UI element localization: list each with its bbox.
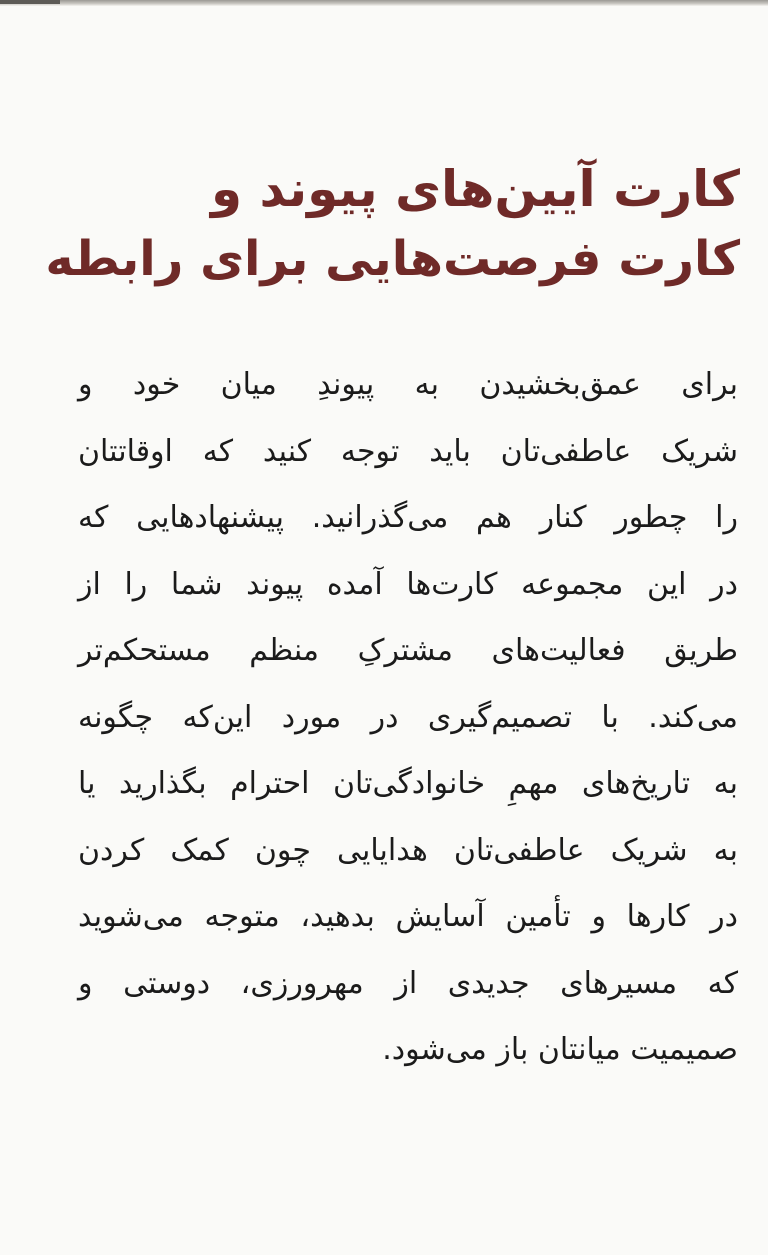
body-line-7: به تاریخ‌های مهمِ خانوادگی‌تان احترام بگذارید یا [78,766,738,801]
body-line-6: می‌کند. با تصمیم‌گیری در مورد این‌که چگونه [78,699,738,735]
body-line-3: را چطور کنار هم می‌گذرانید. پیشنهادهایی که [78,500,738,535]
title-line-2: کارت فرصت‌هایی برای رابطه [45,231,740,287]
body-line-1: برای عمق‌بخشیدن به پیوندِ میان خود و [78,367,738,402]
body-line-11: صمیمیت میانتان باز می‌شود. [382,1032,738,1067]
body-line-8: به شریک عاطفی‌تان هدایایی چون کمک کردن [78,832,738,868]
body-line-4: در این مجموعه کارت‌ها آمده پیوند شما را از [78,566,738,602]
page-corner-shadow [0,0,60,4]
card-body-text [78,352,738,1084]
title-line-1: کارت آیین‌های پیوند و [211,160,740,218]
body-line-2: شریک عاطفی‌تان باید توجه کنید که اوقاتتان [78,433,738,469]
card-page [0,6,768,1255]
body-line-5: طریق فعالیت‌های مشترکِ منظم مستحکم‌تر [78,633,738,668]
body-line-10: که مسیرهای جدیدی از مهرورزی، دوستی و [78,965,738,1001]
body-line-9: در کارها و تأمین آسایش بدهید، متوجه می‌شوید [78,899,738,934]
card-title [40,154,740,294]
